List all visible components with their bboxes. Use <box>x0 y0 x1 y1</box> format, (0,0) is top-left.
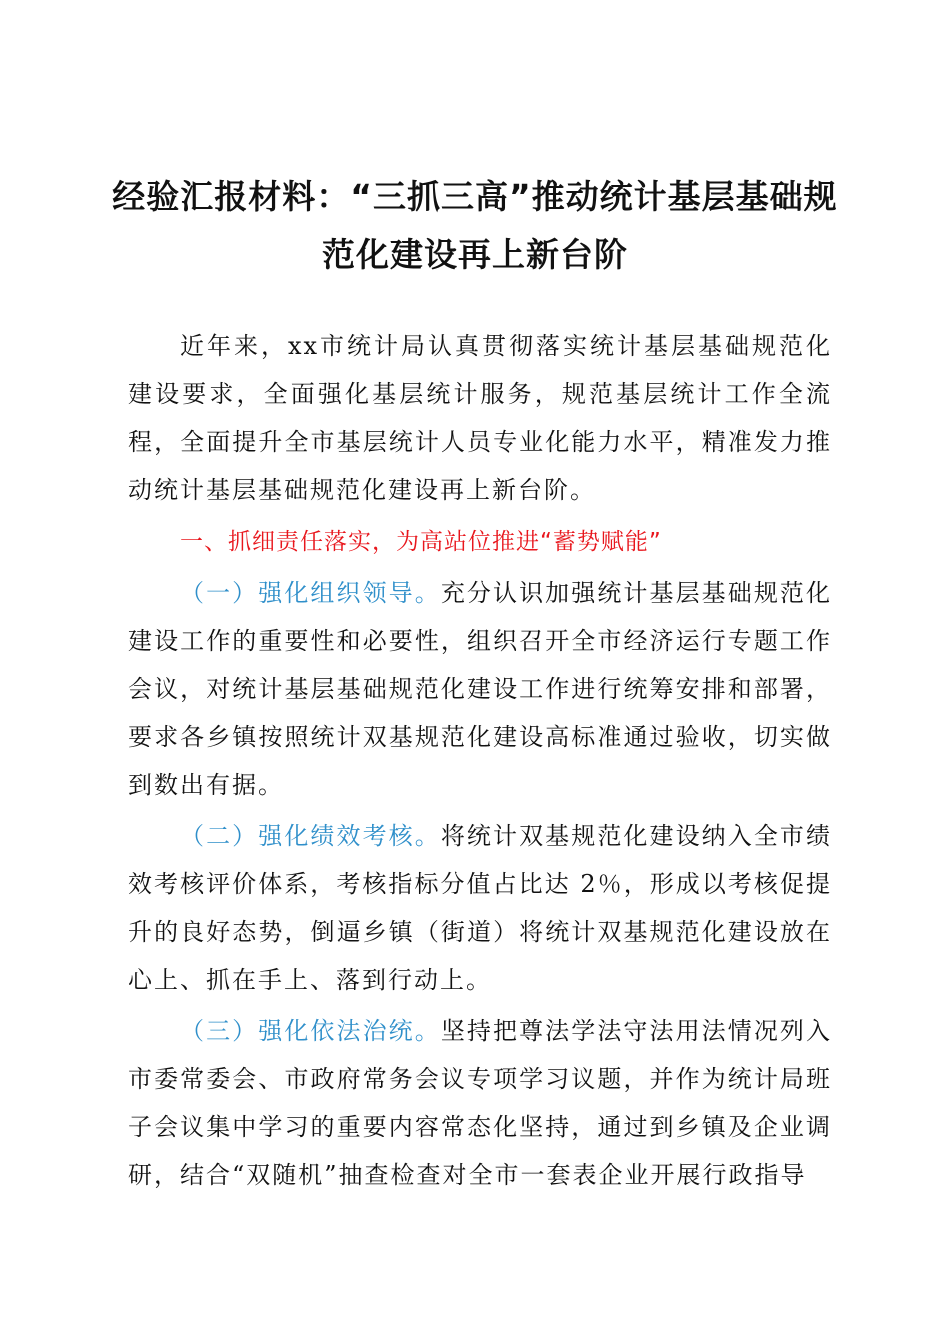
item-paragraph-2 <box>128 812 832 1004</box>
item-paragraph-3 <box>128 1007 832 1199</box>
intro-paragraph: 近年来，xx市统计局认真贯彻落实统计基层基础规范化建设要求，全面强化基层统计服务，规范基层统计工作全流程，全面提升全市基层统计人员专业化能力水平，精准发力推动统计基层基础规范化建设再上新台阶。 <box>128 332 832 504</box>
section-heading <box>128 517 832 566</box>
item-text-3: 坚持把尊法学法守法用法情况列入市委常委会、市政府常务会议专项学习议题，并作为统计局班子会议集中学习的重要内容常态化坚持，通过到乡镇及企业调研，结合“双随机”抽查检查对全市一套表企业开展行政指导 <box>128 1017 833 1189</box>
document-title: 经验汇报材料：“三抓三高”推动统计基层基础规范化建设再上新台阶 <box>112 177 838 274</box>
document-body <box>128 322 832 1202</box>
section-heading-text: 一、抓细责任落实，为高站位推进“蓄势赋能” <box>180 529 662 555</box>
item-text-1: 充分认识加强统计基层基础规范化建设工作的重要性和必要性，组织召开全市经济运行专题工作会议，对统计基层基础规范化建设工作进行统筹安排和部署，要求各乡镇按照统计双基规范化建设高标准通过验收，切实做到数出有据。 <box>128 579 833 799</box>
item-label-2: （二）强化绩效考核。 <box>180 822 441 850</box>
item-label-1: （一）强化组织领导。 <box>180 579 441 607</box>
item-paragraph-1 <box>128 569 832 809</box>
item-label-3: （三）强化依法治统。 <box>180 1017 441 1045</box>
item-text-2: 将统计双基规范化建设纳入全市绩效考核评价体系，考核指标分值占比达 2％，形成以考核促提升的良好态势，倒逼乡镇（街道）将统计双基规范化建设放在心上、抓在手上、落到行动上。 <box>128 822 833 994</box>
